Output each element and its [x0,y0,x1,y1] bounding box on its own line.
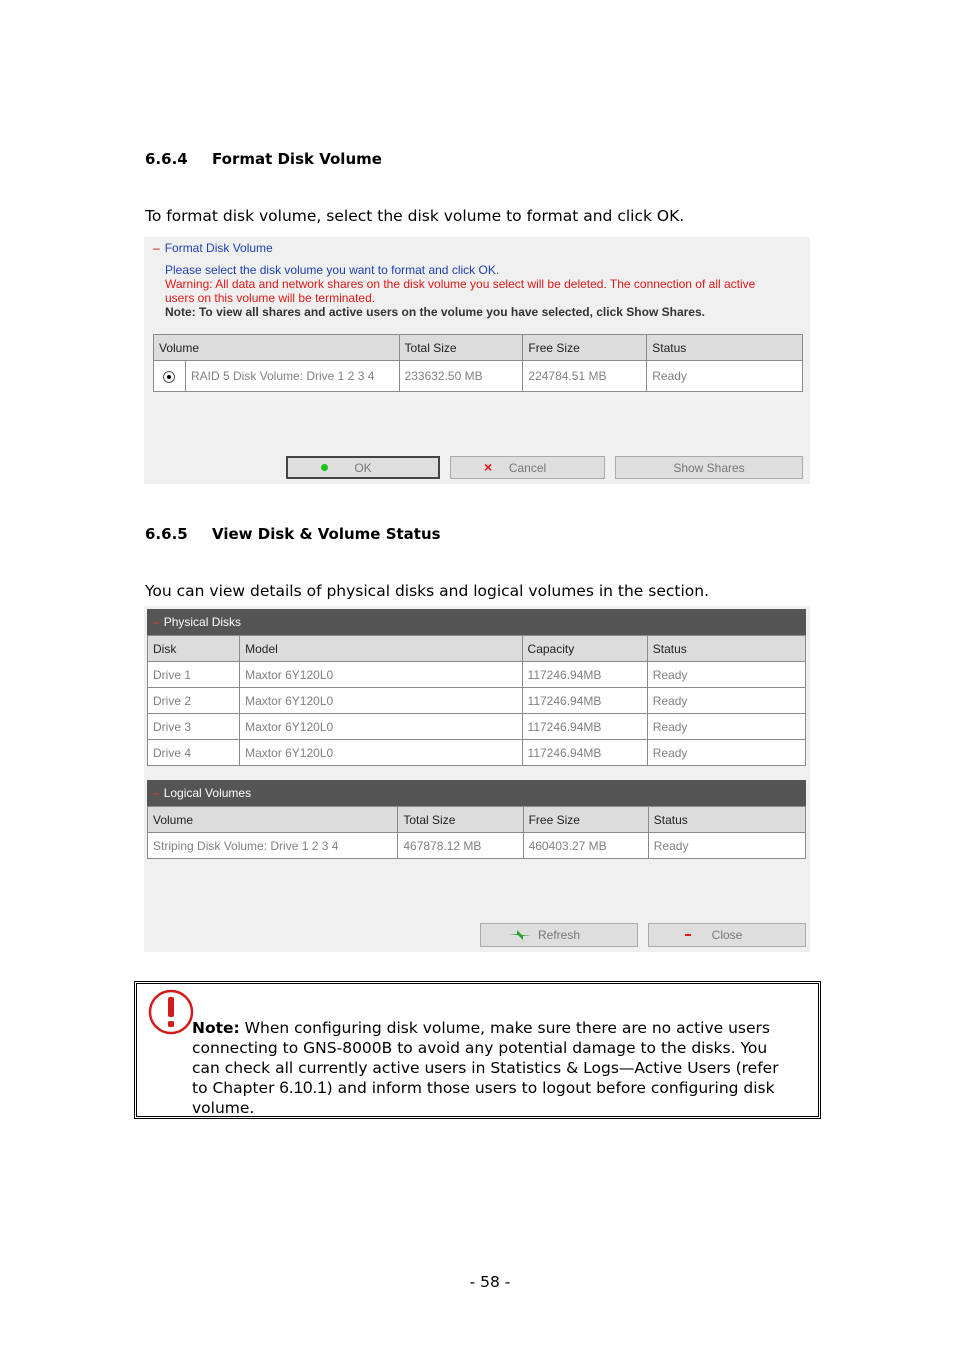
capacity-cell: 117246.94MB [522,662,647,688]
column-header: Model [240,636,522,662]
chapter-reference: 6.10.1 [279,1078,327,1097]
table-header-row [148,807,806,833]
column-header: Capacity [522,636,647,662]
intro-paragraph: You can view details of physical disks and logical volumes in the section. [145,582,710,600]
table-row[interactable] [154,361,803,392]
status-cell: Ready [647,662,805,688]
section-title: View Disk & Volume Status [212,525,441,543]
radio-selected-icon[interactable] [163,371,175,383]
total-size-cell: 467878.12 MB [398,833,523,859]
cancel-label: Cancel [508,460,547,475]
free-size-cell: 224784.51 MB [523,361,647,392]
section-heading-6-6-5 [145,525,441,543]
status-cell: Ready [648,833,805,859]
note-line: connecting to GNS-8000B to avoid any potential damage to the disks. You [192,1039,768,1057]
disk-volume-status-panel [144,606,810,952]
volume-table [153,334,803,392]
capacity-cell: 117246.94MB [522,714,647,740]
column-header: Status [648,807,805,833]
logical-volumes-title: Logical Volumes [163,786,252,800]
note-text: Note: To view all shares and active users on the volume you have selected, click Show Shares. [165,305,705,319]
column-header: Volume [148,807,398,833]
volume-cell: Striping Disk Volume: Drive 1 2 3 4 [148,833,398,859]
free-size-cell: 460403.27 MB [523,833,648,859]
column-header: Disk [148,636,240,662]
model-cell: Maxtor 6Y120L0 [240,740,522,766]
cancel-button[interactable] [450,456,605,479]
ok-label: OK [354,460,372,475]
physical-disks-title: Physical Disks [163,615,242,629]
table-header-row [154,335,803,361]
show-shares-label: Show Shares [673,460,745,475]
disk-cell: Drive 3 [148,714,240,740]
table-row [148,688,806,714]
capacity-cell: 117246.94MB [522,688,647,714]
ok-button[interactable] [286,456,440,479]
status-cell: Ready [647,740,805,766]
column-header: Volume [154,335,400,361]
disk-cell: Drive 4 [148,740,240,766]
table-row [148,740,806,766]
warning-text-line1: Warning: All data and network shares on the disk volume you select will be deleted. The connection of all active [165,277,756,291]
column-header: Total Size [399,335,523,361]
status-cell: Ready [647,361,803,392]
note-line: can check all currently active users in Statistics & Logs—Active Users (refer [192,1059,779,1077]
column-header: Free Size [523,335,647,361]
physical-disks-header [147,609,806,635]
cancel-icon: × [484,459,493,475]
collapse-icon[interactable]: – [153,241,160,255]
note-line: ) and inform those users to logout before configuring disk [326,1079,775,1097]
volume-radio[interactable] [154,361,186,392]
alert-icon [147,988,195,1040]
note-box [134,981,821,1119]
status-cell: Ready [647,688,805,714]
status-cell: Ready [647,714,805,740]
refresh-label: Refresh [537,928,581,942]
panel-title-text: Format Disk Volume [164,241,273,255]
collapse-icon[interactable]: – [153,615,160,629]
section-number: 6.6.4 [145,150,188,168]
note-label: Note: [192,1019,240,1037]
disk-cell: Drive 2 [148,688,240,714]
close-button[interactable] [648,923,806,947]
section-number: 6.6.5 [145,525,188,543]
refresh-button[interactable] [480,923,638,947]
column-header: Total Size [398,807,523,833]
note-line: volume. [192,1099,255,1117]
model-cell: Maxtor 6Y120L0 [240,688,522,714]
logical-volumes-table [147,806,806,859]
show-shares-button[interactable] [615,456,803,479]
table-row [148,662,806,688]
section-title: Format Disk Volume [212,150,382,168]
column-header: Status [647,636,805,662]
physical-disks-table [147,635,806,766]
disk-cell: Drive 1 [148,662,240,688]
capacity-cell: 117246.94MB [522,740,647,766]
note-line: When configuring disk volume, make sure there are no active users [239,1019,770,1037]
table-row [148,714,806,740]
instruction-text: Please select the disk volume you want to format and click OK. [165,263,500,277]
format-disk-volume-panel [144,237,810,484]
column-header: Free Size [523,807,648,833]
model-cell: Maxtor 6Y120L0 [240,662,522,688]
intro-paragraph: To format disk volume, select the disk volume to format and click OK. [145,207,685,225]
column-header: Status [647,335,803,361]
logical-volumes-header [147,780,806,806]
model-cell: Maxtor 6Y120L0 [240,714,522,740]
volume-cell: RAID 5 Disk Volume: Drive 1 2 3 4 [185,361,399,392]
table-header-row [148,636,806,662]
total-size-cell: 233632.50 MB [399,361,523,392]
note-line: to Chapter [192,1079,280,1097]
collapse-icon[interactable]: – [153,786,160,800]
table-row [148,833,806,859]
note-paragraph [192,1018,817,1118]
panel-title [153,241,273,255]
close-label: Close [711,928,743,942]
warning-text-line2: users on this volume will be terminated. [165,291,376,305]
section-heading-6-6-4 [145,150,382,168]
page-number: - 58 - [469,1273,511,1291]
